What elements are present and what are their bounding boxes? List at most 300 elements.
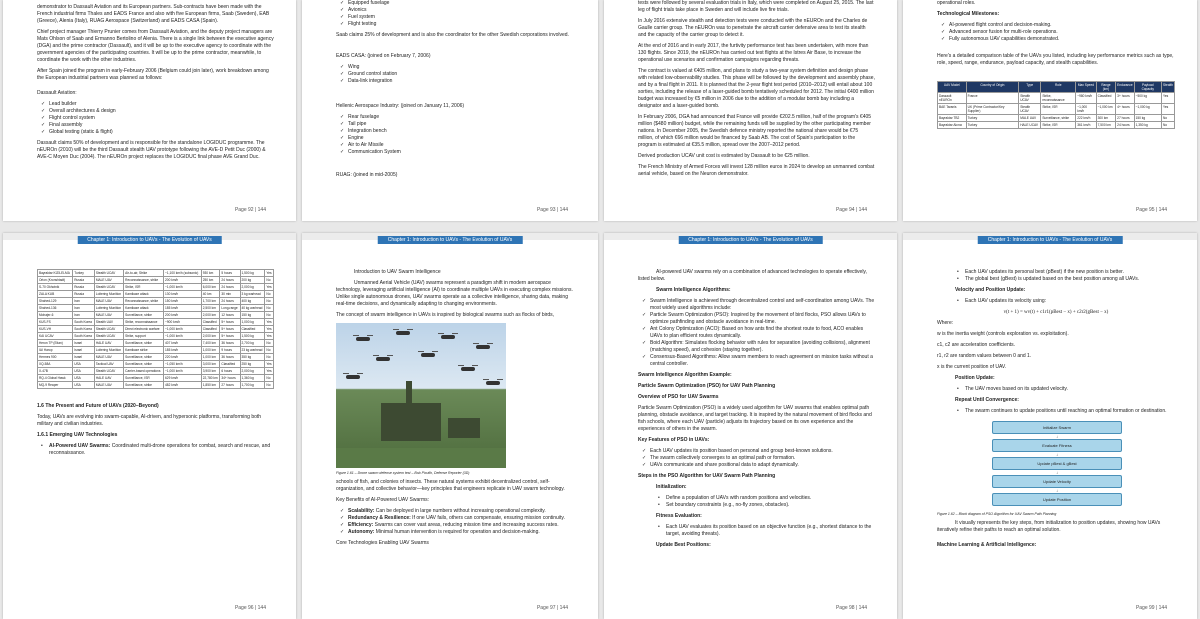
table-cell: Yes [266,334,272,338]
best-list [937,269,1175,283]
paragraph: Dassault claims 50% of development and is responsible for the standalone LOGIDUC programme. The nEUROn (2010) will be the third Dassault stealth UAV prototype following the AVE-D Petit Duc (2000) & AVE-C Moyen Duc (2004). The nEUROn project replaces the LOGIDUC final phase AVE Grand Duc. [37,140,266,160]
radar-vehicle [381,403,441,441]
page-number: Page 98 | 144 [835,605,867,611]
table-cell: 185 km/h [164,305,202,312]
table-cell: Surveillance, strike [124,382,164,389]
paragraph: Saab claims 25% of development and is also the coordinator for the other Swedish corporations involved. [336,32,569,38]
tech-list [37,443,274,457]
repeat-list [937,408,1175,415]
chapter-header [302,233,598,247]
table-cell: Bayraktar KIZILELMA [38,270,73,277]
table-cell: Iran [73,312,95,319]
arrow-down-icon: ↓ [1056,452,1058,457]
table-cell: 407 km/h [164,340,202,347]
chapter-header [3,233,296,247]
table-cell: RQ-4 Global Hawk [38,375,73,382]
table-cell: ~900 km/h [164,319,202,326]
page-99 [903,233,1197,619]
subheading: Key Features of PSO in UAVs: [638,437,710,443]
table-cell: Loitering Munition [94,291,123,298]
table-cell: 200 kg [240,277,265,284]
table-cell: 12 hours [220,312,240,319]
table-cell: Air-to-air, Strike [124,270,164,277]
table-cell: 1,500 kg [240,333,265,340]
page-95 [903,0,1197,221]
eads-list [336,64,576,85]
table-cell: Direct electronic warfare [124,326,164,333]
table-cell: Stealth UCAV [94,270,123,277]
table-cell: 220 km/h [164,354,202,361]
table-row [938,115,1175,122]
table-cell: No [265,291,274,298]
table-cell: 36 hours [220,354,240,361]
table-cell: Stealth UCAV [1019,104,1041,115]
uav-table-continued [37,269,274,389]
table-cell: Turkey [966,115,1019,122]
table-cell: ~1,100 km/h (subsonic) [164,270,202,277]
table-cell: 27 hours [220,382,240,389]
page-number: Page 99 | 144 [1135,605,1167,611]
table-cell: 300 km [1096,115,1116,122]
table-cell: South Korea [73,326,95,333]
header-cell: Stealth [1162,82,1175,93]
paragraph: Particle Swarm Optimization (PSO) is a widely used algorithm for UAV swarms that enables optimal path planning, obstacle avoidance, and target tracking. It is inspired by the natural movement of bird flocks and fish schools, where each UAV (particle) adjusts its trajectory based on its own experience and the experiences of others in the swarm. [638,405,872,432]
table-cell: UK (Prime Contractor/Key Supplier) [966,104,1019,115]
table-cell: Surveillance, ISR [124,375,164,382]
table-cell: Yes [266,327,272,331]
table-cell: 1,850 km [201,382,220,389]
page-96 [3,233,296,619]
table-cell: South Korea [73,333,95,340]
paragraph: Here's a detailed comparison table of the UAVs you listed, including key performance metrics such as type, role, speed, range, endurance, payload capacity, and stealth capabilities. [937,53,1174,66]
table-cell: 3+ hours [1116,93,1134,104]
table-cell: Turkey [73,270,95,277]
table-cell: Yes [266,362,272,366]
drone-shape [346,375,360,379]
benefit-label: Redundancy & Resilience: [348,515,411,521]
table-cell: 1,700 kg [240,382,265,389]
page-number: Page 93 | 144 [536,207,568,213]
list-item: • Each UAV updates its personal best (pBest) if the new position is better. [965,269,1175,276]
init-list [638,495,875,509]
list-item: • Define a population of UAVs with random positions and velocities. [666,495,875,502]
table-cell: USA [73,382,95,389]
paragraph: In February 2006, DGA had announced that France will provide €202.5 million, half of the program's €405 million ($480 million) budget, while the remaining funds will be supplied by the other participating member nations. In December 2005, the Swedish defence ministry reported the national share would be €75 million, of which €66 million would be financed by Saab AB. The cost of Spain's participation to the program is estimated at €35.5 million, spread over the 2007–2012 period. [638,114,872,148]
subheading: Machine Learning & Artificial Intelligence: [937,542,1037,548]
figure-caption: Figure 1.61 – Drone swarm defense system test – Bob Picuith, Defense Reporter (3D) [336,471,470,475]
table-cell: 6 hours [220,368,240,375]
list-item: ✓ Ground control station [348,71,576,78]
table-cell: 629 km/h [164,375,202,382]
table-cell: 7,500 km [1096,122,1116,129]
table-cell: 1,000 km [201,347,220,354]
flow-step: Update Velocity [992,475,1122,488]
table-cell: Israel [73,340,95,347]
table-cell: 200 km/h [164,312,202,319]
table-cell: USA [73,361,95,368]
drone-shape [461,367,475,371]
milestone-list [937,22,1175,43]
flow-step: Update pBest & gBest [992,457,1122,470]
table-row [38,326,274,333]
paragraph: It visually represents the key steps, from initialization to position updates, showing how UAVs iteratively refine their paths to reach an optimal solution. [937,520,1161,533]
drone-shape [396,331,410,335]
table-cell: 30 min [220,291,240,298]
table-cell: Russia [73,291,95,298]
list-item-text: Coordinated multi-drone operations for combat, search and rescue, and reconnaissance. [49,443,271,456]
chapter-header [903,233,1197,247]
table-cell: Surveillance, strike [124,340,164,347]
table-cell: Carrier-based operations [124,368,164,375]
benefit-text: If one UAV fails, others can compensate, ensuring mission continuity. [410,515,565,521]
table-cell: Israel [73,354,95,361]
table-cell: No [265,347,274,354]
drone-shape [486,381,500,385]
table-cell: 1,500 kg [240,270,265,277]
paragraph: demonstrator to Dassault Aviation and its European partners. Sub-contracts have been made with the French industrial firms Thales and EADS France and also with five European firms, Saab (Sweden), EAB (Greece), Alenia (Italy), RUAG Aerospace (Switzerland) and EADS CASA (Spain). [37,4,270,24]
table-row [38,368,274,375]
page-number: Page 92 | 144 [234,207,266,213]
table-cell: IAI Harop [38,347,73,354]
table-cell: 24 hours [220,277,240,284]
table-cell: Yes [1162,93,1175,104]
arrow-down-icon: ↓ [1056,488,1058,493]
table-cell: No [265,382,274,389]
table-cell: 1,700 km [201,298,220,305]
section-heading: 1.6.1 Emerging UAV Technologies [37,432,118,438]
page-97 [302,233,598,619]
section-title: Introduction to UAV Swarm Intelligence [354,269,441,275]
list-item: ✓ Particle Swarm Optimization (PSO): Inspired by the movement of bird flocks, PSO allows UAVs to optimize pathfinding and obstacle avoidance in real-time. [650,312,875,326]
table-row [38,270,274,277]
table-cell: Stealth UAV [94,319,123,326]
list-item: ✓ Communication System [348,149,576,156]
table-cell: Classified [220,361,240,368]
table-cell: 1,000 kg [240,319,265,326]
subheading: Key Benefits of AI-Powered UAV Swarms: [336,497,430,503]
list-item: • The global best (gBest) is updated based on the best position among all UAVs. [965,276,1175,283]
table-row [38,354,274,361]
table-cell: 1,360 kg [240,375,265,382]
benefit-text: Minimal human intervention is required for operation and decision-making. [374,529,540,535]
table-cell: Stealth UCAV [94,368,123,375]
benefit-label: Autonomy: [348,529,375,535]
table-cell: 150 kg [240,312,265,319]
table-cell: KUS-VH [38,326,73,333]
list-item-label: AI-Powered UAV Swarms: [49,443,111,449]
table-cell: 400 kg [240,298,265,305]
table-cell: ~1,000 km/h [164,333,202,340]
table-cell: No [265,375,274,382]
table-cell: Yes [1162,104,1175,115]
header-cell: Max Speed [1076,82,1096,93]
table-cell: Strike, support [124,333,164,340]
page-94-content [638,0,875,182]
table-cell: Kamikaze attack [124,291,164,298]
support-vehicle [448,418,480,438]
drone-shape [441,335,455,339]
subheading: Swarm Intelligence Algorithms: [656,287,731,293]
table-row [38,347,274,354]
list-item: ✓ Global testing (static & flight) [49,129,274,136]
table-cell: Classified [1096,93,1116,104]
list-item: ✓ Equipped fuselage [348,0,576,7]
subheading: Position Update: [955,375,995,381]
table-cell: ZALA KUB [38,291,73,298]
table-cell: Kamikaze attack [124,305,164,312]
list-item: ✓ AI-powered flight control and decision-making. [949,22,1175,29]
table-cell: 24 hours [220,284,240,291]
chapter-title: Chapter 1: Introduction to UAVs - The Evolution of UAVs [378,236,523,244]
table-cell: ~1,000 km/h [164,368,202,375]
page-98-content [638,269,875,553]
page-96-content [37,269,274,461]
table-cell: Yes [266,271,272,275]
list-item: ✓ Flight control system [49,115,274,122]
paragraph: Today, UAVs are evolving into swarm-capable, AI-driven, and hypersonic platforms, transforming both military and civilian industries. [37,414,262,427]
table-cell: XQ-58A [38,361,73,368]
table-cell: 250 kg [240,361,265,368]
table-cell: 5 hours [220,270,240,277]
table-cell: Loitering Munition [94,305,123,312]
table-cell: 9 hours [220,347,240,354]
subheading: Overview of PSO for UAV Swarms [638,394,719,400]
table-cell: Reconnaissance, strike [124,277,164,284]
table-cell: MQ-9 Reaper [38,382,73,389]
benefit-text: Can be deployed in large numbers without increasing operational complexity. [374,508,546,514]
list-item: ✓ Data-link integration [348,78,576,85]
table-cell: KAI UCAV [38,333,73,340]
pso-flowchart [992,421,1122,506]
list-item: ✓ Overall architectures & design [49,108,274,115]
chapter-title: Chapter 1: Introduction to UAVs - The Evolution of UAVs [978,236,1123,244]
list-item [348,522,576,529]
table-cell: No [1162,115,1175,122]
table-cell: ~500 kg [1134,93,1161,104]
table-cell: Iran [73,305,95,312]
list-item: • Each UAV updates its velocity using: [965,298,1175,305]
table-cell: Surveillance, strike [124,354,164,361]
table-cell: Dassault nEUROn [938,93,967,104]
drone-shape [476,345,490,349]
table-cell: USA [73,368,95,375]
list-item: ✓ Avionics [348,7,576,14]
table-row [38,298,274,305]
page-number: Page 95 | 144 [1135,207,1167,213]
flow-step: Evaluate Fitness [992,439,1122,452]
table-cell: 482 km/h [164,382,202,389]
table-cell: 2,500 km [201,305,220,312]
header-cell: Role [1041,82,1076,93]
features-list [638,448,875,469]
table-row [38,340,274,347]
table-cell: HALE UAV [94,375,123,382]
table-cell: Shahed-136 [38,305,73,312]
table-cell: ~1,000 km/h [164,284,202,291]
table-cell: 3,900 km [201,368,220,375]
table-header-row [938,82,1175,93]
paragraph: The contract is valued at €405 million, and plans to study a two-year system definition and design phase with related low-observability studies. This phase will be followed by the development and assembly phase, and by a final flight in 2011. It is planned that the 2-year flight test period (2010–2012) will entail about 100 sorties, including the release of a laser-guided bomb tentatively scheduled for 2012. The initial €400 million budget was increased by €5 million in 2006 due to the addition of a modular bomb bay including a designator and a laser-guided bomb. [638,68,875,109]
benefits-list [336,508,576,536]
table-cell: 6,000 km [201,284,220,291]
table-row [38,277,274,284]
list-item: • The UAV moves based on its updated velocity. [965,386,1175,393]
paragraph: At the end of 2016 and in early 2017, the furtivity performance test has been undertaken, with more than 130 flights. Since 2019, the nEUROn has carried out test flights at the Istres Air Base, to increase the operational use scenarios and confirmation campaigns regarding threats. [638,43,869,63]
list-item: • Set boundary constraints (e.g., no-fly zones, obstacles). [666,502,875,509]
page-93-content [336,0,576,183]
uav-comparison-table [937,81,1175,129]
saab-list [336,0,576,28]
paragraph: AI-powered UAV swarms rely on a combination of advanced technologies to operate effectively, listed below. [638,269,867,282]
table-cell: HALE UAV [94,340,123,347]
table-cell: 34+ hours [220,375,240,382]
list-item: ✓ Integration bench [348,128,576,135]
header-cell: Type [1019,82,1041,93]
page-93 [302,0,598,221]
table-cell: No [265,305,274,312]
table-body [38,270,274,389]
dassault-list [37,101,274,136]
flow-step: Update Position [992,493,1122,506]
table-cell: Stealth UCAV [94,284,123,291]
subheading: Velocity and Position Update: [955,287,1026,293]
table-cell: 1,000 km [201,354,220,361]
table-cell: ~980 km/h [1076,93,1096,104]
chapter-title: Chapter 1: Introduction to UAVs - The Evolution of UAVs [678,236,823,244]
table-cell: 200 km/h [164,277,202,284]
page-number: Page 96 | 144 [234,605,266,611]
table-cell: 2,700 kg [240,340,265,347]
table-cell: Mohajer-6 [38,312,73,319]
ground-shadow [336,448,506,468]
table-cell: 2,000 kg [240,284,265,291]
list-item: ✓ Advanced sensor fusion for multi-role operations. [949,29,1175,36]
table-cell: 2,000 km [201,312,220,319]
table-cell: Israel [73,347,95,354]
table-cell: ~1,050 km/h [164,361,202,368]
table-cell: Shahed-129 [38,298,73,305]
subheading: Particle Swarm Optimization (PSO) for UAV Path Planning [638,383,776,389]
page-92-content [37,4,274,165]
table-cell: No [265,340,274,347]
list-item [348,508,576,515]
paragraph: Where: [937,320,954,326]
table-cell: 1,350 kg [1134,122,1161,129]
drone-shape [376,357,390,361]
figure-caption: Figure 1.62 – Block diagram of PSO Algorithm for UAV Swarm Path Planning [937,512,1057,516]
table-cell: 350 kg [240,354,265,361]
table-cell: Bayraktar Akıncı [938,122,967,129]
table-cell: No [265,277,274,284]
table-row [938,122,1175,129]
position-list [937,386,1175,393]
table-cell: 150 km/h [164,298,202,305]
table-row [38,284,274,291]
page-92 [3,0,296,221]
table-row [38,382,274,389]
table-cell: KUS-FS [38,319,73,326]
table-cell: 24 hours [220,298,240,305]
table-cell: Stealth UCAV [94,326,123,333]
arrow-down-icon: ↓ [1056,470,1058,475]
table-row [38,312,274,319]
table-cell: BAE Taranis [938,104,967,115]
table-cell: Long-range [220,305,240,312]
header-cell: Country of Origin [966,82,1019,93]
table-cell: Reconnaissance, strike [124,298,164,305]
subheading: Hellenic Aerospace Industry: (joined on January 11, 2006) [336,103,465,109]
paragraph: Core Technologies Enabling UAV Swarms [336,540,429,546]
benefit-label: Scalability: [348,508,375,514]
table-cell: 7,400 km [201,340,220,347]
table-cell: Yes [266,285,272,289]
page-number: Page 94 | 144 [835,207,867,213]
table-cell: MALE UAV [94,277,123,284]
subheading: Repeat Until Convergence: [955,397,1019,403]
paragraph: r1, r2 are random values between 0 and 1. [937,353,1032,359]
paragraph: The concept of swarm intelligence in UAVs is inspired by biological swarms such as flocks of birds, [336,312,555,318]
flow-step: Initialize Swarm [992,421,1122,434]
table-cell: HALE UCAV [1019,122,1041,129]
list-item: • Each UAV evaluates its position based on an objective function (e.g., shortest distance to the target, avoiding threats). [666,524,875,538]
subheading: Swarm Intelligence Algorithm Example: [638,372,732,378]
table-cell: Kamikaze strike [124,347,164,354]
section-heading: 1.6 The Present and Future of UAVs (2020–Beyond) [37,403,159,409]
subheading: RUAG: (joined in mid-2005) [336,172,398,178]
list-item: ✓ The swarm collectively converges to an optimal path or formation. [650,455,875,462]
table-cell: 150 kg [1134,115,1161,122]
drone-shape [421,353,435,357]
table-cell: MALE UAV [94,298,123,305]
list-item: ✓ Tail pipe [348,121,576,128]
table-cell: Yes [266,369,272,373]
paragraph: After Spain joined the program in early-February 2006 (Belgium could join later), work breakdown among the European industrial partners was planned as follows: [37,68,269,81]
page-95-content [937,0,1175,129]
table-row [38,333,274,340]
paragraph: Derived production UCAV unit cost is estimated by Dassault to be €25 million. [638,153,810,159]
table-cell: No [265,312,274,319]
table-cell: 4+ hours [1116,104,1134,115]
paragraph: Unmanned Aerial Vehicle (UAV) swarms represent a paradigm shift in modern aerospace technology, leveraging artificial intelligence (AI) to coordinate multiple UAVs in executing complex missions. Unlike single autonomous drones, UAV swarms operate as a collective intelligence, sharing data, making real-time decisions, and dynamically adapting to changing environments. [336,280,573,307]
list-item: ✓ Consensus-Based Algorithms: Allow swarm members to reach agreement on mission tasks without a central controller. [650,354,875,368]
list-item: ✓ Swarm Intelligence is achieved through decentralized control and self-coordination among UAVs. The most widely used algorithms include: [650,298,875,312]
paragraph: tests were followed by several evaluation trials in Italy, which were completed on August 25, 2015. The last leg of flight trials take place in Sweden and will include live fire trials. [638,0,874,13]
table-row [38,319,274,326]
table-cell: No [1162,122,1175,129]
table-cell: ~1,000 km [1096,104,1116,115]
table-cell: 27 hours [1116,115,1134,122]
table-cell: Surveillance, strike [124,361,164,368]
paragraph: x is the current position of UAV. [937,364,1007,370]
list-item: ✓ Air to Air Missile [348,142,576,149]
paragraph: c1, c2 are acceleration coefficients. [937,342,1016,348]
table-cell: MALE UAV [1019,115,1041,122]
table-cell: 930 km [201,270,220,277]
hai-list [336,114,576,156]
table-cell: No [265,354,274,361]
paragraph: schools of fish, and colonies of insects. These natural systems exhibit decentralized control, self-organization, and collective behavior—key principles that engineers replicate in UAV swarm technology. [336,479,565,492]
table-cell: Stealth UCAV [1019,93,1041,104]
benefit-label: Efficiency: [348,522,374,528]
table-cell: 250 km [201,277,220,284]
list-item: ✓ Boid Algorithm: Simulates flocking behavior with rules for separation (avoiding collisions), alignment (matching speed), and cohesion (staying together). [650,340,875,354]
table-cell: 5+ hours [220,326,240,333]
table-row [38,361,274,368]
table-cell: Surveillance, strike [124,312,164,319]
table-cell: MALE UAV [94,382,123,389]
table-cell: 23 kg warhead [240,347,265,354]
subheading: Steps in the PSO Algorithm for UAV Swarm Path Planning [638,473,776,479]
